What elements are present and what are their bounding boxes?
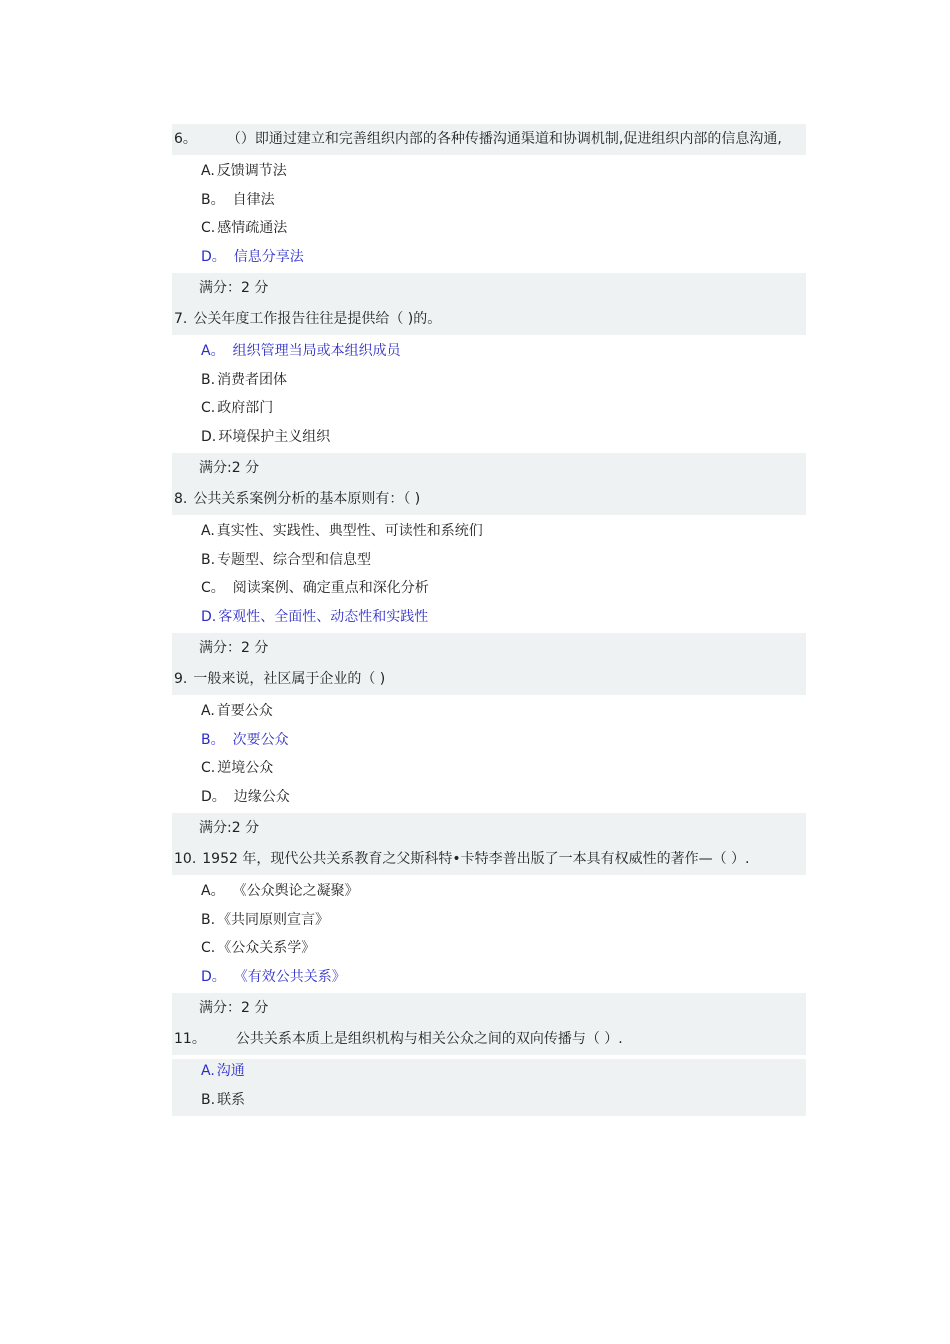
- question-list: [172, 124, 806, 1116]
- option-letter: D.: [201, 608, 217, 625]
- answer-option[interactable]: [172, 188, 806, 217]
- answer-option[interactable]: [172, 159, 806, 188]
- question-text: 1952 年，现代公共关系教育之父斯科特•卡特李普出版了一本具有权威性的著作—（ ）.: [202, 851, 750, 867]
- option-text: 次要公众: [232, 731, 289, 748]
- answer-option[interactable]: [172, 548, 806, 577]
- question-number: 11。: [174, 1031, 206, 1047]
- score-label: 满分：2 分: [172, 993, 806, 1024]
- question-block: [172, 664, 806, 844]
- question-stem: [172, 844, 806, 875]
- option-text: 沟通: [216, 1063, 245, 1079]
- option-text: 首要公众: [216, 703, 273, 719]
- answer-option[interactable]: [172, 245, 806, 274]
- option-list: [172, 155, 806, 273]
- option-text: 阅读案例、确定重点和深化分析: [232, 580, 429, 596]
- question-stem: [172, 664, 806, 695]
- question-text: 公关年度工作报告往往是提供给（ )的。: [193, 311, 442, 327]
- option-list: [172, 1055, 806, 1116]
- question-number: 8.: [174, 491, 188, 507]
- option-text: 真实性、实践性、典型性、可读性和系统们: [216, 523, 483, 539]
- option-list: [172, 695, 806, 813]
- option-text: 感情疏通法: [217, 220, 288, 236]
- option-text: 逆境公众: [217, 760, 274, 776]
- option-letter: D。: [201, 788, 226, 805]
- score-label: 满分:2 分: [172, 813, 806, 844]
- option-letter: A.: [201, 523, 215, 539]
- question-text: 一般来说，社区属于企业的（ ): [193, 671, 386, 687]
- option-letter: A。: [201, 343, 225, 359]
- option-letter: D。: [201, 968, 226, 985]
- option-letter: B.: [201, 371, 216, 388]
- question-stem: [172, 124, 806, 155]
- answer-option[interactable]: [172, 519, 806, 548]
- option-text: 消费者团体: [217, 371, 288, 388]
- answer-option[interactable]: [172, 756, 806, 785]
- question-text: 公共关系本质上是组织机构与相关公众之间的双向传播与（ ）.: [235, 1031, 623, 1047]
- score-label: 满分：2 分: [172, 633, 806, 664]
- option-letter: D。: [201, 248, 226, 265]
- option-text: 环境保护主义组织: [218, 428, 331, 445]
- option-letter: C.: [201, 400, 216, 416]
- question-block: [172, 124, 806, 304]
- answer-option[interactable]: [172, 936, 806, 965]
- option-text: 专题型、综合型和信息型: [217, 551, 372, 568]
- answer-option[interactable]: [172, 216, 806, 245]
- option-letter: C.: [201, 760, 216, 776]
- option-letter: C。: [201, 580, 225, 596]
- answer-option[interactable]: [172, 699, 806, 728]
- answer-option[interactable]: [172, 965, 806, 994]
- option-letter: A.: [201, 163, 215, 179]
- question-block: [172, 304, 806, 484]
- option-letter: D.: [201, 428, 217, 445]
- option-text: 客观性、全面性、动态性和实践性: [218, 608, 429, 625]
- option-letter: C.: [201, 220, 216, 236]
- option-letter: B。: [201, 731, 225, 748]
- option-text: 边缘公众: [233, 788, 290, 805]
- option-letter: B.: [201, 911, 216, 928]
- option-letter: B.: [201, 551, 216, 568]
- answer-option[interactable]: [172, 368, 806, 397]
- option-text: 自律法: [232, 191, 275, 208]
- question-number: 9.: [174, 671, 188, 687]
- question-number: 10.: [174, 851, 197, 867]
- option-letter: A。: [201, 883, 225, 899]
- question-block: [172, 484, 806, 664]
- option-letter: A.: [201, 1063, 215, 1079]
- answer-option[interactable]: [172, 728, 806, 757]
- question-text: （）即通过建立和完善组织内部的各种传播沟通渠道和协调机制,促进组织内部的信息沟通,: [226, 131, 782, 147]
- answer-option[interactable]: [172, 785, 806, 814]
- question-text: 公共关系案例分析的基本原则有：（ ): [193, 491, 421, 507]
- option-letter: C.: [201, 940, 216, 956]
- question-number: 7.: [174, 311, 188, 327]
- answer-option[interactable]: [172, 1088, 806, 1117]
- option-list: [172, 515, 806, 633]
- score-label: 满分:2 分: [172, 453, 806, 484]
- question-stem: [172, 484, 806, 515]
- question-stem: [172, 1024, 806, 1055]
- option-text: 信息分享法: [233, 248, 304, 265]
- answer-option[interactable]: [172, 879, 806, 908]
- option-list: [172, 335, 806, 453]
- answer-option[interactable]: [172, 425, 806, 454]
- option-text: 《有效公共关系》: [233, 968, 346, 985]
- option-letter: B。: [201, 191, 225, 208]
- question-block: [172, 1024, 806, 1116]
- answer-option[interactable]: [172, 576, 806, 605]
- answer-option[interactable]: [172, 908, 806, 937]
- option-text: 反馈调节法: [216, 163, 287, 179]
- option-text: 《公众舆论之凝聚》: [232, 883, 359, 899]
- option-letter: B.: [201, 1091, 216, 1108]
- question-number: 6。: [174, 131, 197, 147]
- option-text: 《共同原则宣言》: [217, 911, 330, 928]
- option-letter: A.: [201, 703, 215, 719]
- question-stem: [172, 304, 806, 335]
- question-block: [172, 844, 806, 1024]
- answer-option[interactable]: [172, 396, 806, 425]
- score-label: 满分：2 分: [172, 273, 806, 304]
- option-list: [172, 875, 806, 993]
- option-text: 政府部门: [217, 400, 274, 416]
- answer-option[interactable]: [172, 605, 806, 634]
- option-text: 组织管理当局或本组织成员: [232, 343, 401, 359]
- option-text: 《公众关系学》: [217, 940, 316, 956]
- answer-option[interactable]: [172, 339, 806, 368]
- answer-option[interactable]: [172, 1059, 806, 1088]
- option-text: 联系: [217, 1091, 246, 1108]
